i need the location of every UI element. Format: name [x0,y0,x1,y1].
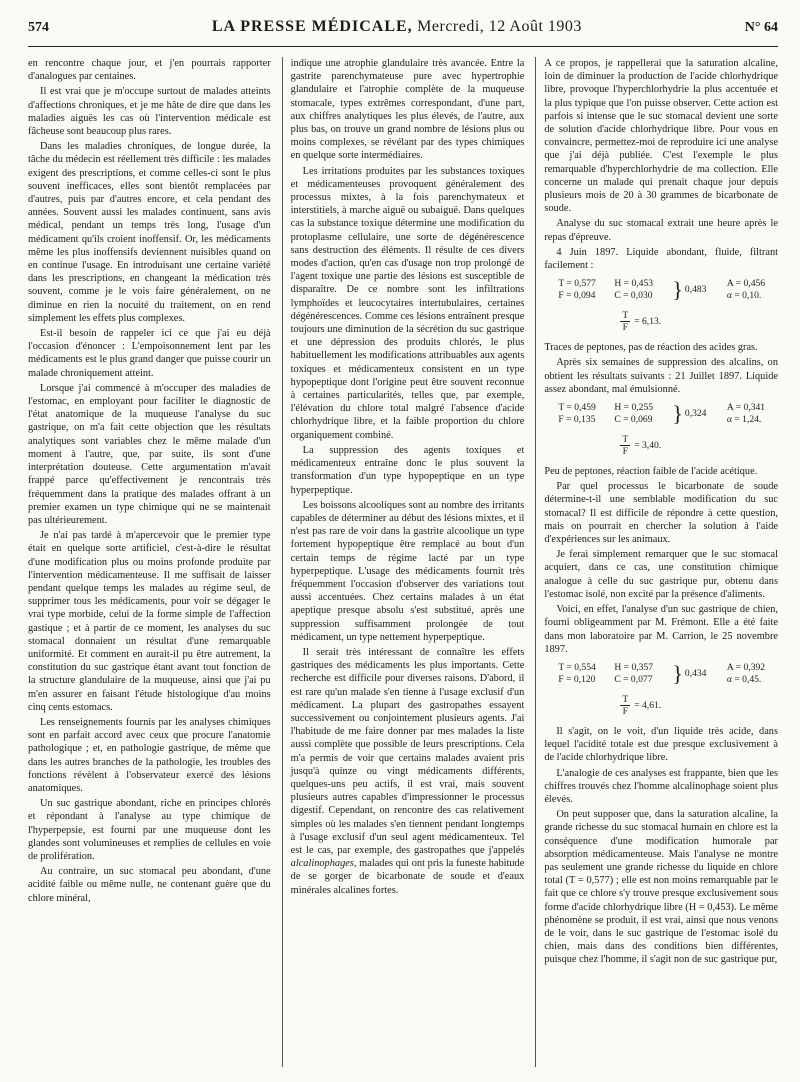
paragraph: Les renseignements fournis par les analyses chimiques sont en parfait accord avec ceux que procure l'anatomie pathologique ; et, en pathologie gastrique, de même que dans les autres branches de la pathologie, les troubles des fonctions révèlent à l'observateur exercé des lésions anatomiques. [28,716,271,794]
column-2 [282,57,525,1067]
value-alpha: α = 0,45. [726,673,762,685]
paragraph: A ce propos, je rappellerai que la saturation alcaline, loin de diminuer la production de l'acide chlorhydrique libre, provoque l'hyperchlorhydrie la plus accentuée et la plus typique que l'on puisse observer. Cette action est parfois si intense que le suc stomacal devient une sorte de solution d'acide chlorhydrique libre. Pour vous en convaincre, permettez-moi de reproduire ici une analyse que j'ai déjà publiée. C'est l'exemple le plus remarquable d'hyperchlorhydrie de ma collection. Elle concerne un malade qui prenait chaque jour depuis plusieurs mois de 20 à 30 grammes de bicarbonate de soude. [544,58,778,215]
paragraph: Il est vrai que je m'occupe surtout de malades atteints d'affections chroniques, et je me hâte de dire que dans les maladies aiguës les cas où l'intervention médicale est fâcheuse sont beaucoup plus rares. [28,86,271,138]
paragraph: Après six semaines de suppression des alcalins, on obtient les résultats suivants : 21 Juillet 1897. Liquide assez abondant, mal émulsionné. [544,357,778,395]
value-F: F = 0,135 [558,414,596,426]
brace-icon: } [672,401,683,427]
paragraph [291,646,525,897]
paragraph-text: Il serait très intéressant de connaître les effets gastriques des médicaments les plus importants. Cette recherche est difficile pour diverses raisons. D'abord, il est rare qu'un malade s'en tienne à l'usage exclusif d'un médicament. La plupart des gastropathes essayent successivement ou conjointement plusieurs agents. J'ai l'habitude de me faire donner par mes malades la liste aussi complète que possible de leurs prescriptions. Cela m'a permis de voir que certains malades avaient pris jusqu'à quinze ou vingt médicaments différents, quelques-uns peu actifs, il est vrai, mais souvent plusieurs autres capables d'impressionner le processus digestif. Cependant, on rencontre des cas relativement simples où les malades s'en tiennent pendant longtemps à l'usage exclusif d'un seul agent médicamenteux. Tel est le cas, par exemple, des gastropathes que j'appelés [290,646,525,856]
ratio-3 [620,694,778,717]
value-T: T = 0,577 [558,278,596,290]
value-T: T = 0,459 [558,402,596,414]
paragraph: Par quel processus le bicarbonate de soude détermine-t-il une semblable modification du suc stomacal? Il est difficile de répondre à cette question, mais on pourrait en chercher la solution à l'aide d'expériences sur les animaux. [544,481,778,546]
analysis-block-3 [558,662,778,686]
value-HC: 0,483 [684,284,707,296]
paragraph: Est-il besoin de rappeler ici ce que j'ai eu déjà l'occasion d'énoncer : L'empoisonnement lent par les médicaments est le plus grand danger que puisse courir un malade chroniquement atteint. [28,328,271,379]
paragraph: en rencontre chaque jour, et j'en pourrais rapporter d'analogues par centaines. [28,58,271,83]
ratio-1 [620,310,778,333]
journal-name: LA PRESSE MÉDICALE, [211,18,413,35]
text-columns [28,57,778,1067]
italic-term: alcalinophages [290,858,354,870]
page-number: 574 [28,20,49,35]
paragraph: Au contraire, un suc stomacal peu abondant, d'une acidité faible ou même nulle, ne contenant guère que du chlore minéral, [28,866,271,904]
ratio-denominator: F [622,705,628,717]
paragraph: L'analogie de ces analyses est frappante, bien que les chiffres trouvés chez l'homme alcalinophage soient plus élevés. [544,767,778,805]
value-C: C = 0,069 [614,414,653,426]
paragraph: Voici, en effet, l'analyse d'un suc gastrique de chien, fourni obligeamment par M. Frémont. Elle a été faite dans mon laboratoire par M. Carrion, le 25 novembre 1897. [544,604,778,655]
value-F: F = 0,120 [558,673,596,685]
issue-number: N° 64 [744,20,778,35]
value-HC: 0,434 [684,667,707,679]
value-alpha: α = 1,24. [726,414,762,426]
paragraph: Analyse du suc stomacal extrait une heure après le repas d'épreuve. [544,218,778,243]
page-header [28,0,778,47]
paragraph: Lorsque j'ai commencé à m'occuper des maladies de l'estomac, en employant pour faciliter le diagnostic de l'état anatomique de la muqueuse l'analyse du suc gastrique, on m'a fait cette objection que les résultats analytiques sont variables chez le même malade d'un moment à l'autre, que, par suite, ils sont d'une interprétation douteuse. Cette argumentation m'avait frappé parce qu'effectivement je rencontrais très fréquemment dans la pratique des malades offrant à un premier examen un type chimique qui ne se maintenait pas ultérieurement. [28,382,271,526]
paragraph: 4 Juin 1897. Liquide abondant, fluide, filtrant facilement : [544,246,778,272]
brace-icon: } [672,277,683,303]
value-F: F = 0,094 [558,290,596,302]
paragraph: Dans les maladies chroniques, de longue durée, la tâche du médecin est réellement très difficile : les malades exigent des prescriptions, et comme celles-ci sont le plus souvent inefficaces, elles sont bientôt remplacées par d'autres, puis par d'autres encore, et cela pendant des années. Souvent aussi les malades continuent, sans avis médical, pendant un temps très long, l'usage d'un médicament qu'ils croient inoffensif. Or, les médicaments même les plus inoffensifs deviennent nuisibles quand on en continue l'usage. En introduisant une certaine variété dans les prescriptions, en changeant la médication très souvent, comme je le vois faire généralement, on ne diminue en rien la nocuité du traitement, on en rend simplement les effets plus complexes. [28,141,271,324]
value-A: A = 0,341 [726,402,766,414]
ratio-denominator: F [622,322,628,334]
paragraph: Un suc gastrique abondant, riche en principes chlorés et répondant à l'analyse au type chimique de l'hyperpepsie, est fourni par une muqueuse dont les glandes sont volumineuses et remplies de cellules en voie de prolifération. [28,798,271,862]
ratio-numerator: T [622,310,629,322]
ratio-value: = 4,61. [634,699,662,711]
issue-date: Mercredi, 12 Août 1903 [417,18,582,35]
paragraph: Les boissons alcooliques sont au nombre des irritants capables de déterminer au début des lésions mixtes, et il n'est pas rare de voir dans la gastrite alcoolique un type fortement hypopeptique être remplacé au bout d'un certain temps de régime lacté par un type hyperpeptique. L'usage des médicaments fournit très fréquemment l'occasion d'observer des variations tout aussi accentuées. Chez certains malades à un état apeptique presque absolu s'est substitué, après une suppression suffisamment prolongée de tout médicament, un type nettement hyperpeptique. [290,499,525,643]
column-3 [535,57,778,1067]
paragraph: Il s'agit, on le voit, d'un liquide très acide, dans lequel l'acidité totale est due presque exclusivement à de l'acide chlorhydrique libre. [544,725,778,764]
value-C: C = 0,030 [614,290,653,302]
value-A: A = 0,392 [726,661,766,673]
analysis-block-1 [558,278,778,302]
journal-title [212,18,582,36]
column-1 [28,57,271,1067]
value-A: A = 0,456 [726,278,766,290]
paragraph: Les irritations produites par les substances toxiques et médicamenteuses provoquent généralement des processus mixtes, à la fois parenchymateux et interstitiels, à marche aiguë ou subaiguë. Dans quelques cas la substance toxique détermine une modification du protoplasme cellulaire, une sorte de dégénérescence sans destruction des éléments. Il résulte de ces divers modes d'action, qu'en cas d'usage non trop prolongé de l'agent toxique une partie des lésions est susceptible de disparaître. De ce nombre sont les infiltrations lymphoïdes et leucocytaires intertubulaires, certaines dégénérescences. Comme ces lésions entraînent presque toujours une diminution de la sécrétion du suc gastrique et une dépression des produits chlorés, le plus habituellement les modifications attribuables aux agents toxiques et médicamenteux consistent en un type hypopeptique dont l'origine peut être souvent reconnue à certaines particularités, telles que, par exemple, l'élévation du chlore total malgré l'absence d'acide chlorhydrique libre, et la faible proportion du chlore organiquement combiné. [290,165,525,441]
value-alpha: α = 0,10. [726,290,762,302]
analysis-block-2 [558,402,778,426]
paragraph-text: , malades qui ont pris la funeste habitude de se gorger de bicarbonate de soude et d'eaux minérales alcalines fortes. [290,858,525,896]
value-H: H = 0,357 [614,661,654,673]
paragraph: Traces de peptones, pas de réaction des acides gras. [544,342,758,354]
value-H: H = 0,453 [614,278,654,290]
paragraph: On peut supposer que, dans la saturation alcaline, la grande richesse du suc stomacal humain en chlore est la conséquence d'une modification humorale par absorption médicamenteuse. Mais l'analyse ne montre pas seulement une grande richesse du liquide en chlore total (T = 0,577) ; elle est non moins remarquable par le fait que ce chlore s'y trouve presque exclusivement sous forme d'acide chlorhydrique libre (H = 0,453). Le même phénomène se produit, il est vrai, ainsi que nous venons de le voir, dans le suc gastrique de l'estomac isolé du chien, mais dans des conditions bien différentes, puisque chez l'homme, il s'agit non de suc gastrique pur, [544,809,778,966]
ratio-denominator: F [622,446,628,458]
ratio-numerator: T [622,693,629,705]
value-HC: 0,324 [684,408,707,420]
ratio-value: = 6,13. [634,316,662,328]
ratio-value: = 3,40. [634,439,662,451]
value-H: H = 0,255 [614,402,654,414]
paragraph: indique une atrophie glandulaire très avancée. Entre la gastrite parenchymateuse pure avec hypertrophie glandulaire et l'atrophie complète de la muqueuse stomacale, types extrêmes correspondant, d'une part, aux chiffres analytiques les plus élevés, de l'autre, aux plus bas, on trouve un grand nombre de lésions plus ou moins complexes, se révélant par des types chimiques en quelque sorte intermédiaires. [290,58,525,162]
ratio-2 [620,434,778,457]
brace-icon: } [672,660,683,686]
value-C: C = 0,077 [614,673,653,685]
value-T: T = 0,554 [558,661,596,673]
paragraph: Je n'ai pas tardé à m'apercevoir que le premier type était en quelque sorte artificiel, c'est-à-dire le résultat d'une modification plus ou moins profonde produite par l'intervention médicamenteuse. Il me suffisait de laisser pendant quelque temps les malades au régime seul, de supprimer tous les médicaments, pour voir se dégager le vrai type morbide, celui de la forme simple de l'affection gastique ; et à partir de ce moment, les analyses du suc stomacal donnaient un résultat d'une remarquable uniformité. Et comment en aurait-il pu être autrement, la constitution du suc gastrique étant avant tout fonction de la structure glandulaire de la muqueuse, ainsi que j'ai pu m'en assurer en faisant l'étude histologique d'au moins cinq cents estomacs. [28,530,271,713]
ratio-numerator: T [622,434,629,446]
paragraph: Peu de peptones, réaction faible de l'acide acétique. [544,466,758,478]
paragraph: Je ferai simplement remarquer que le suc stomacal acquiert, dans ce cas, une constitution chimique analogue à celle du suc gastrique pur, obtenu dans l'estomac isolé, non excité par la présence d'aliments. [544,549,778,600]
paragraph: La suppression des agents toxiques et médicamenteux entraîne donc le plus souvent la transformation d'un type hypopeptique en un type hyperpeptique. [290,444,525,496]
